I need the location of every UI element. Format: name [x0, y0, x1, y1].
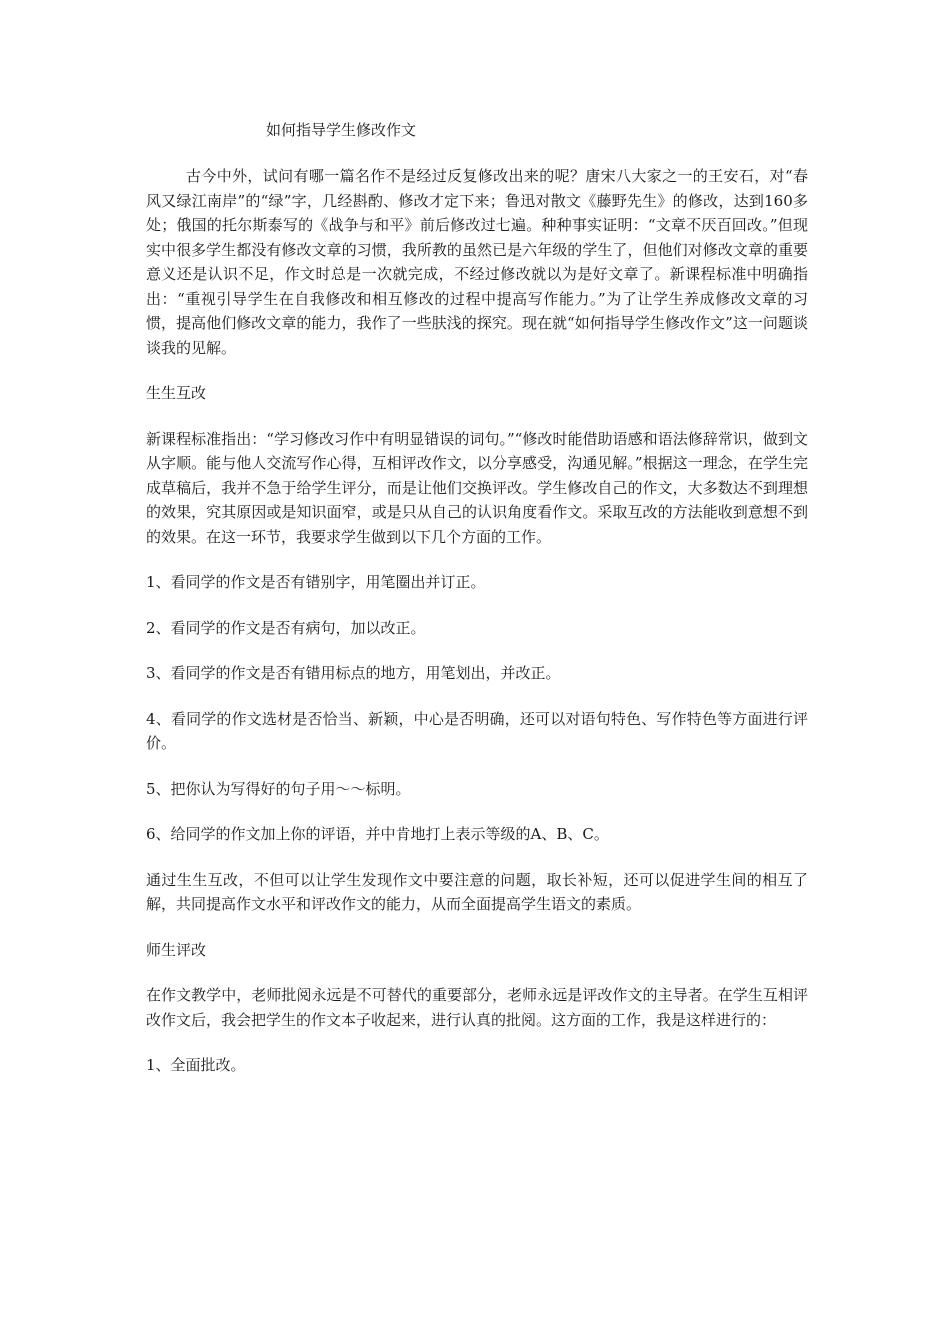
list-item: 1、全面批改。 [146, 1056, 246, 1074]
section2-body-paragraph: 在作文教学中，老师批阅永远是不可替代的重要部分，老师永远是评改作文的主导者。在学生互相评改作文后，我会把学生的作文本子收起来，进行认真的批阅。这方面的工作，我是这样进行的： [146, 986, 808, 1029]
document-title: 如何指导学生修改作文 [266, 121, 417, 139]
list-item: 5、把你认为写得好的句子用～～标明。 [146, 779, 411, 798]
list-item: 3、看同学的作文是否有错用标点的地方，用笔划出，并改正。 [146, 664, 561, 682]
intro-paragraph: 古今中外，试问有哪一篇名作不是经过反复修改出来的呢？唐宋八大家之一的王安石，对“春风又绿江南岸”的“绿”字，几经斟酌、修改才定下来；鲁迅对散文《藤野先生》的修改，达到160多处；俄国的托尔斯泰写的《战争与和平》前后修改过七遍。种种事实证明：“文章不厌百回改。”但现实中很多学生都没有修改文章的习惯，我所教的虽然已是六年级的学生了，但他们对修改文章的重要意义还是认识不足，作文时总是一次就完成，不经过修改就以为是好文章了。新课程标准中明确指出：“重视引导学生在自我修改和相互修改的过程中提高写作能力。”为了让学生养成修改文章的习惯，提高他们修改文章的能力，我作了一些肤浅的探究。现在就“如何指导学生修改作文”这一问题谈谈我的见解。 [146, 167, 808, 357]
list-item: 4、看同学的作文选材是否恰当、新颖，中心是否明确，还可以对语句特色、写作特色等方面进行评价。 [146, 709, 808, 752]
section1-body-paragraph: 新课程标准指出：“学习修改习作中有明显错误的词句。”“修改时能借助语感和语法修辞常识，做到文从字顺。能与他人交流写作心得，互相评改作文，以分享感受，沟通见解。”根据这一理念，在学生完成草稿后，我并不急于给学生评分，而是让他们交换评改。学生修改自己的作文，大多数达不到理想的效果，究其原因或是知识面窄，或是只从自己的认识角度看作文。采取互改的方法能收到意想不到的效果。在这一环节，我要求学生做到以下几个方面的工作。 [146, 429, 808, 546]
list-item: 2、看同学的作文是否有病句，加以改正。 [146, 618, 426, 637]
list-item: 1、看同学的作文是否有错别字，用笔圈出并订正。 [146, 573, 486, 591]
section-heading-teacher-revision: 师生评改 [146, 940, 207, 959]
list-item: 6、给同学的作文加上你的评语，并中肯地打上表示等级的A、B、C。 [146, 825, 609, 843]
document-page [146, 118, 808, 1078]
section-heading-peer-revision: 生生互改 [146, 384, 207, 402]
section1-conclusion-paragraph: 通过生生互改，不但可以让学生发现作文中要注意的问题，取长补短，还可以促进学生间的相互了解，共同提高作文水平和评改作文的能力，从而全面提高学生语文的素质。 [146, 870, 808, 913]
